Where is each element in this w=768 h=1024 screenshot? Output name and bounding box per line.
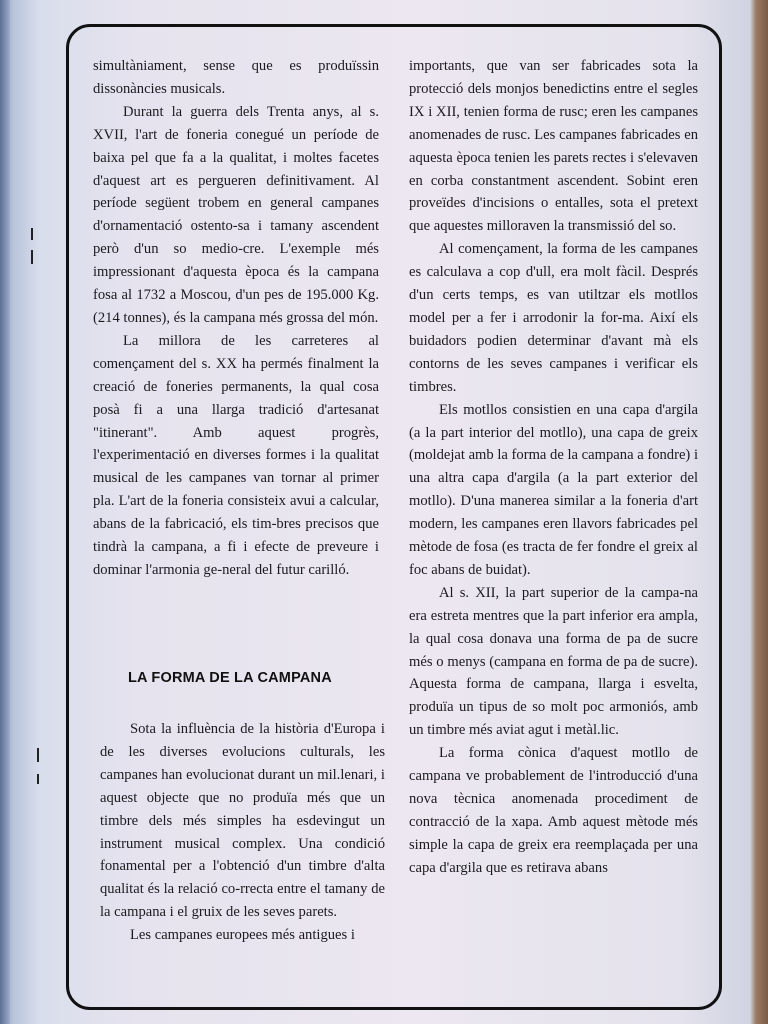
paragraph: importants, que van ser fabricades sota la protecció dels monjos benedictins entre el segles IX i XII, tenien forma de rusc; eren les campanes anomenades de rusc. Les campanes fabricades en aquesta època tenien les parets rectes i s'elevaven en corba constantment ascendent. Sobint eren proveïdes d'incisions o entalles, sota el pretext que aquestes milloraven la transmissió del so. <box>409 58 698 235</box>
paragraph: Les campanes europees més antigues i <box>130 927 355 944</box>
right-column <box>409 55 698 880</box>
paragraph: Sota la influència de la història d'Europa i de les diverses evolucions culturals, les campanes han evolucionat durant un mil.lenari, i aquest objecte que no produïa més que un timbre dels més simples ha esdevingut un instrument musical complex. Una condició fonamental per a l'obtenció d'un timbre d'alta qualitat és la relació co-rrecta entre el tamany de la campana i el gruix de les seves parets. <box>100 721 385 921</box>
paragraph: La millora de les carreteres al començament del s. XX ha permés finalment la creació de foneries permanents, la qual cosa posà fi a una llarga tradició d'artesanat "itinerant". Amb aquest progrès, l'experimentació en diverses formes i la qualitat musical de les campanes van tornar al primer pla. L'art de la foneria consisteix avui a calcular, abans de la fabricació, els tim-bres precisos que tindrà la campana, a fi i efecte de preveure i dominar l'armonia ge-neral del futur carilló. <box>93 332 379 578</box>
binding-mark <box>31 250 33 264</box>
section-heading: LA FORMA DE LA CAMPANA <box>128 670 332 686</box>
paragraph: Al començament, la forma de les campanes es calculava a cop d'ull, era molt fàcil. Després d'un certs temps, es van utiltzar els motllos model per a fer i arrodonir la for-ma. Així els buidadors podien determinar d'avant mà els contorns de les seves campanes i verificar els timbres. <box>409 241 698 395</box>
page-spine <box>0 0 10 1024</box>
binding-mark <box>31 228 33 240</box>
left-lower-column <box>100 718 385 947</box>
paragraph: simultàniament, sense que es produïssin dissonàncies musicals. <box>93 58 379 97</box>
paragraph: La forma cònica d'aquest motllo de campana ve probablement de l'introducció d'una nova tècnica anomenada procediment de contracció de la xapa. Amb aquest mètode més simple la capa de greix era reemplaçada per una capa d'argila que es retirava abans <box>409 745 698 876</box>
paragraph: Durant la guerra dels Trenta anys, al s. XVII, l'art de foneria conegué un període de baixa pel que fa a la qualitat, i moltes facetes d'aquest art es pergueren definitivament. Al període següent trobem en general campanes d'ornamentació ostento-sa i tamany ascendent però d'un so medio-cre. L'exemple més impressionant d'aquesta època és la campana fosa al 1732 a Moscou, d'un pes de 195.000 Kg. (214 tonnes), és la campana més grossa del món. <box>93 103 379 326</box>
paragraph: Els motllos consistien en una capa d'argila (a la part interior del motllo), una capa de greix (moldejat amb la forma de la campana a fondre) i una altra capa d'argila (a la part exterior del motllo). D'una manerea similar a la foneria d'art modern, les campanes eren llavors fabricades pel mètode de fosa (es tracta de fer fondre el greix al foc abans de buidat). <box>409 401 698 578</box>
paragraph: Al s. XII, la part superior de la campa-na era estreta mentres que la part inferior era ampla, la qual cosa donava una forma de pa de sucre més o menys (campana en forma de pa de sucre). Aquesta forma de campana, llarga i esvelta, produïa un tipus de so molt poc armoniós, amb un timbre més aviat agut i metàl.lic. <box>409 584 698 739</box>
binding-mark <box>37 774 39 784</box>
binding-mark <box>37 748 39 762</box>
left-column <box>93 55 379 582</box>
